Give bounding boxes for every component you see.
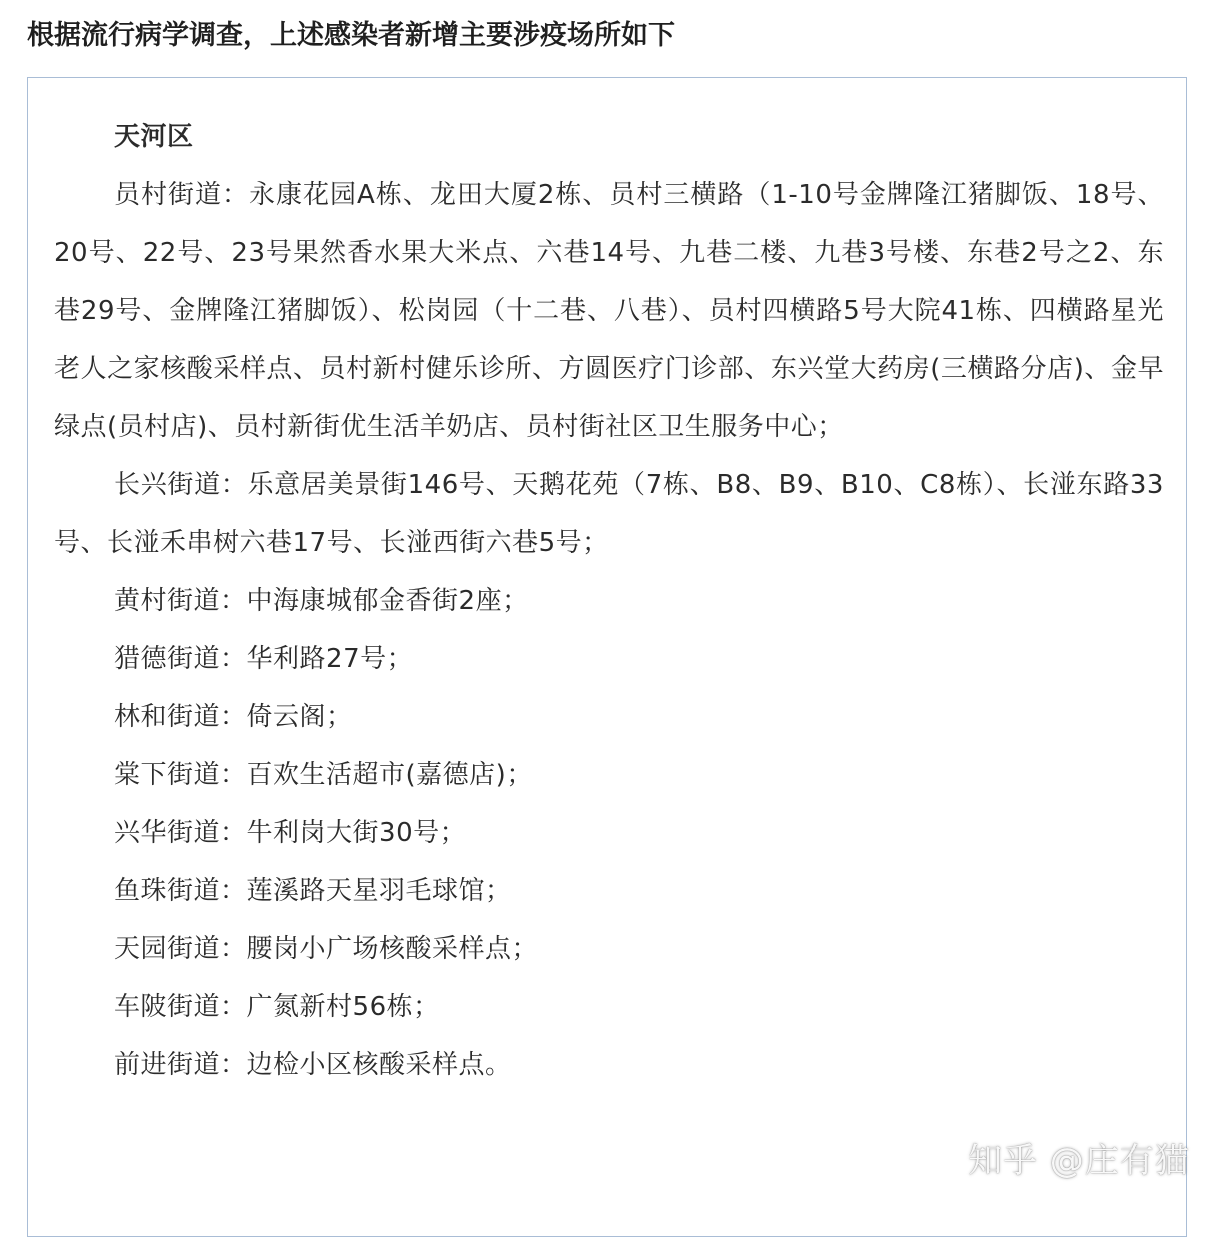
- street-name: 鱼珠街道: [114, 876, 221, 906]
- street-paragraph: [54, 1036, 1164, 1094]
- separator: ：: [220, 644, 247, 674]
- street-places: 边检小区核酸采样点。: [246, 1050, 512, 1080]
- street-name: 天园街道: [114, 934, 221, 964]
- street-paragraph: [54, 920, 1164, 978]
- street-paragraph: [54, 630, 1164, 688]
- separator: ：: [220, 586, 247, 616]
- separator: ：: [220, 934, 247, 964]
- street-places: 腰岗小广场核酸采样点；: [246, 934, 539, 964]
- district-title: 天河区: [114, 122, 194, 152]
- street-places: 莲溪路天星羽毛球馆；: [246, 876, 512, 906]
- street-places: 乐意居美景街146号、天鹅花苑（7栋、B8、B9、B10、C8栋）、长湴东路33号、长湴禾串树六巷17号、长湴西街六巷5号；: [54, 470, 1164, 558]
- street-name: 兴华街道: [114, 818, 221, 848]
- street-name: 黄村街道: [114, 586, 221, 616]
- street-name: 棠下街道: [114, 760, 221, 790]
- street-places: 华利路27号；: [246, 644, 414, 674]
- street-name: 员村街道: [114, 180, 223, 210]
- street-places: 中海康城郁金香街2座；: [246, 586, 529, 616]
- street-paragraph: [54, 862, 1164, 920]
- separator: ：: [222, 180, 250, 210]
- street-name: 猎德街道: [114, 644, 221, 674]
- street-paragraph: [54, 456, 1164, 572]
- street-paragraph: [54, 572, 1164, 630]
- street-places: 百欢生活超市(嘉德店)；: [246, 760, 533, 790]
- watermark: 知乎 @庄有猫: [968, 1141, 1190, 1181]
- separator: ：: [220, 702, 247, 732]
- street-places: 倚云阁；: [246, 702, 353, 732]
- street-places: 广氮新村56栋；: [246, 992, 440, 1022]
- street-paragraph: [54, 978, 1164, 1036]
- article-content: [54, 108, 1164, 1094]
- street-places: 牛利岗大街30号；: [246, 818, 467, 848]
- separator: ：: [220, 818, 247, 848]
- street-paragraph: [54, 688, 1164, 746]
- street-name: 前进街道: [114, 1050, 221, 1080]
- street-name: 车陂街道: [114, 992, 221, 1022]
- separator: ：: [220, 470, 248, 500]
- street-paragraph: [54, 804, 1164, 862]
- street-places: 永康花园A栋、龙田大厦2栋、员村三横路（1-10号金牌隆江猪脚饭、18号、20号、22号、23号果然香水果大米点、六巷14号、九巷二楼、九巷3号楼、东巷2号之2、东巷29号、金牌隆江猪脚饭）、松岗园（十二巷、八巷）、员村四横路5号大院41栋、四横路星光老人之家核酸采样点、员村新村健乐诊所、方圆医疗门诊部、东兴堂大药房(三横路分店)、金早绿点(员村店)、员村新街优生活羊奶店、员村街社区卫生服务中心；: [54, 180, 1164, 442]
- street-name: 林和街道: [114, 702, 221, 732]
- street-name: 长兴街道: [114, 470, 221, 500]
- separator: ：: [220, 992, 247, 1022]
- separator: ：: [220, 876, 247, 906]
- page-heading: 根据流行病学调查，上述感染者新增主要涉疫场所如下: [27, 20, 675, 51]
- street-paragraph: [54, 166, 1164, 456]
- separator: ：: [220, 760, 247, 790]
- separator: ：: [220, 1050, 247, 1080]
- street-paragraph: [54, 746, 1164, 804]
